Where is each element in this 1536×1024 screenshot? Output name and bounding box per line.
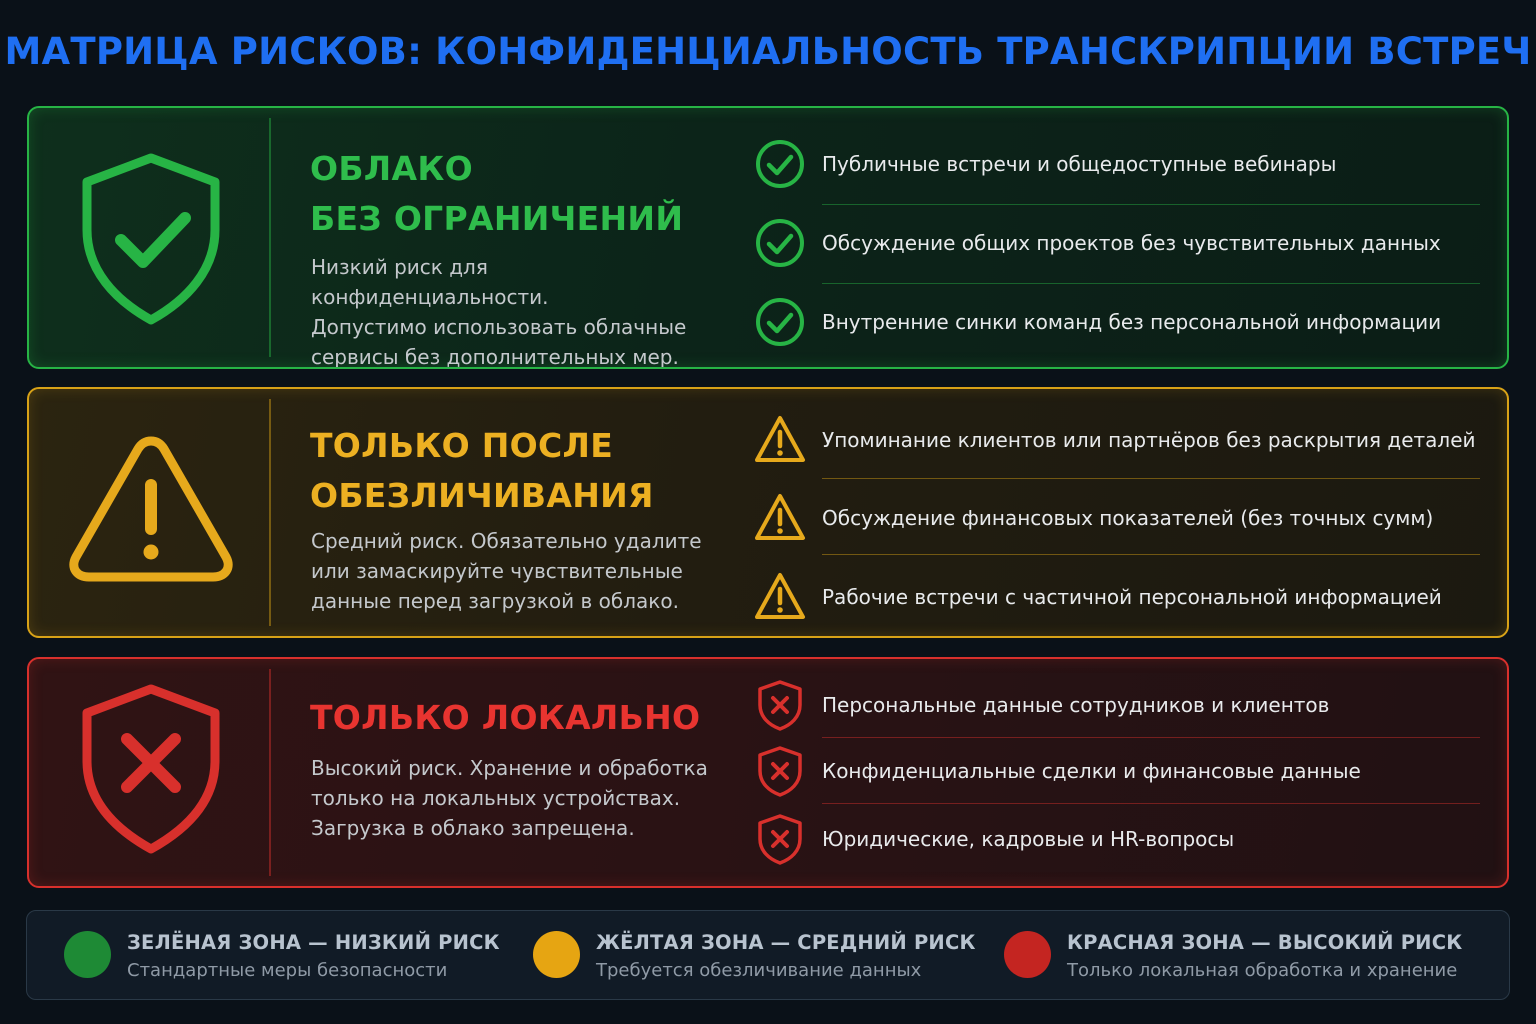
shield-x-icon (81, 683, 221, 855)
legend-subtitle: Только локальная обработка и хранение (1067, 960, 1458, 981)
check-circle-icon (754, 296, 806, 348)
list-item (749, 675, 1489, 735)
list-item (749, 809, 1489, 869)
warning-triangle-icon (754, 492, 806, 544)
legend-subtitle: Требуется обезличивание данных (596, 960, 922, 981)
list-item-text: Публичные встречи и общедоступные вебинары (822, 152, 1337, 176)
green-zone-panel (27, 106, 1509, 369)
list-item (749, 134, 1489, 194)
list-item-text: Юридические, кадровые и HR-вопросы (822, 827, 1235, 851)
shield-x-icon (754, 813, 806, 865)
row-divider (822, 204, 1480, 205)
yellow-zone-panel (27, 387, 1509, 638)
shield-check-icon (81, 152, 221, 327)
row-divider (822, 554, 1480, 555)
green-zone-heading: ОБЛАКО БЕЗ ОГРАНИЧЕНИЙ (310, 149, 684, 238)
list-item-text: Упоминание клиентов или партнёров без раскрытия деталей (822, 428, 1476, 452)
check-circle-icon (754, 138, 806, 190)
legend-subtitle: Стандартные меры безопасности (127, 960, 448, 981)
row-divider (822, 478, 1480, 479)
panel-divider (269, 399, 271, 626)
red-zone-panel (27, 657, 1509, 888)
row-divider (822, 737, 1480, 738)
list-item-text: Рабочие встречи с частичной персональной информацией (822, 585, 1442, 609)
list-item (749, 741, 1489, 801)
panel-divider (269, 118, 271, 357)
list-item (749, 213, 1489, 273)
yellow-zone-description: Средний риск. Обязательно удалите или замаскируйте чувствительные данные перед загрузкой в облако. (311, 529, 702, 613)
red-zone-description: Высокий риск. Хранение и обработка только на локальных устройствах. Загрузка в облако запрещена. (311, 756, 708, 840)
red-zone-heading: ТОЛЬКО ЛОКАЛЬНО (310, 698, 701, 737)
legend (26, 910, 1510, 1000)
row-divider (822, 803, 1480, 804)
shield-x-icon (754, 745, 806, 797)
warning-triangle-icon (69, 433, 233, 583)
warning-triangle-icon (754, 571, 806, 623)
shield-x-icon (754, 679, 806, 731)
page-title: МАТРИЦА РИСКОВ: КОНФИДЕНЦИАЛЬНОСТЬ ТРАНСКРИПЦИИ ВСТРЕЧ (4, 30, 1532, 73)
yellow-zone-heading: ТОЛЬКО ПОСЛЕ ОБЕЗЛИЧИВАНИЯ (310, 426, 654, 515)
list-item-text: Обсуждение финансовых показателей (без точных сумм) (822, 506, 1434, 530)
list-item (749, 567, 1489, 627)
list-item (749, 292, 1489, 352)
list-item-text: Внутренние синки команд без персональной информации (822, 310, 1442, 334)
check-circle-icon (754, 217, 806, 269)
green-dot-icon (64, 931, 111, 978)
yellow-dot-icon (533, 931, 580, 978)
panel-divider (269, 669, 271, 876)
list-item-text: Конфиденциальные сделки и финансовые данные (822, 759, 1361, 783)
list-item-text: Персональные данные сотрудников и клиентов (822, 693, 1330, 717)
warning-triangle-icon (754, 414, 806, 466)
list-item (749, 410, 1489, 470)
green-zone-description: Низкий риск для конфиденциальности. Допустимо использовать облачные сервисы без дополнительных мер. (311, 255, 687, 369)
legend-title: КРАСНАЯ ЗОНА — ВЫСОКИЙ РИСК (1067, 931, 1463, 954)
list-item-text: Обсуждение общих проектов без чувствительных данных (822, 231, 1441, 255)
row-divider (822, 283, 1480, 284)
list-item (749, 488, 1489, 548)
legend-title: ЖЁЛТАЯ ЗОНА — СРЕДНИЙ РИСК (596, 931, 976, 954)
legend-title: ЗЕЛЁНАЯ ЗОНА — НИЗКИЙ РИСК (127, 931, 500, 954)
red-dot-icon (1004, 931, 1051, 978)
